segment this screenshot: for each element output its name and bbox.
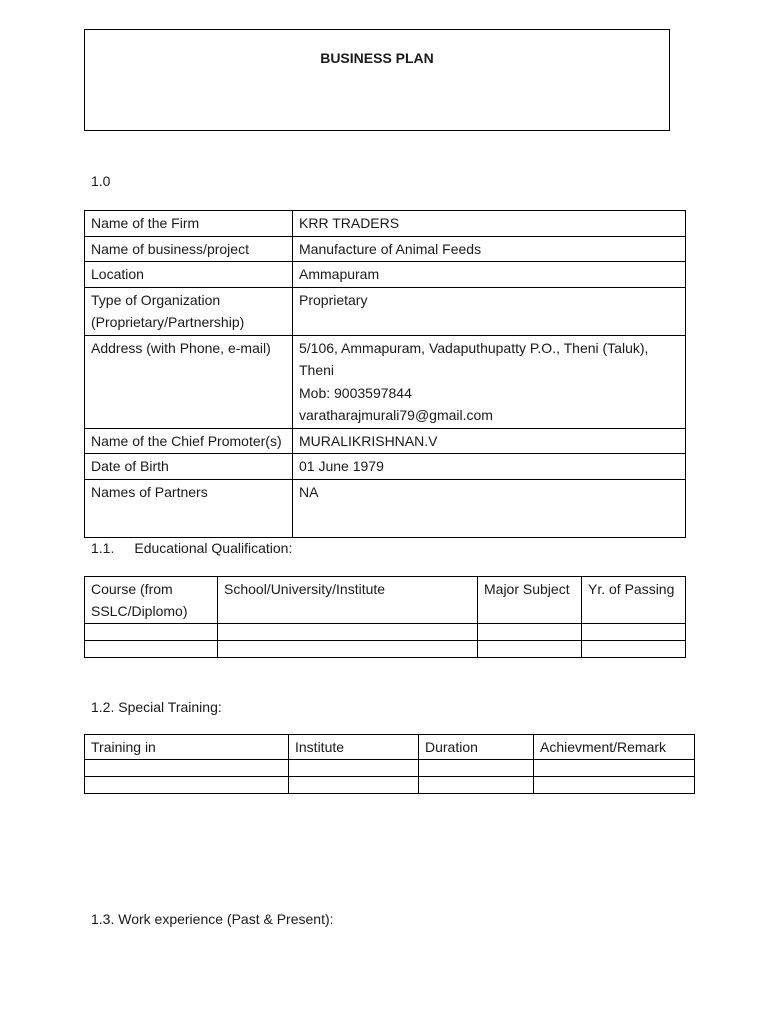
table-cell [419, 760, 534, 777]
table-cell [289, 760, 419, 777]
table-cell [478, 641, 582, 658]
table-row [85, 624, 686, 641]
column-header: Achievment/Remark [534, 735, 695, 760]
row-label: Name of the Firm [85, 211, 293, 237]
table-cell [85, 760, 289, 777]
table-cell [582, 641, 686, 658]
column-header: Institute [289, 735, 419, 760]
table-cell [419, 777, 534, 794]
row-label: Location [85, 262, 293, 288]
row-value: 01 June 1979 [293, 454, 686, 480]
table-cell [218, 624, 478, 641]
table-row [85, 211, 686, 237]
column-header: School/University/Institute [218, 577, 478, 624]
page-title: BUSINESS PLAN [320, 50, 434, 66]
table-row [85, 262, 686, 288]
row-label: Name of the Chief Promoter(s) [85, 428, 293, 454]
training-heading: 1.2. Special Training: [91, 699, 222, 715]
training-table [84, 734, 695, 794]
row-value: KRR TRADERS [293, 211, 686, 237]
table-cell [85, 624, 218, 641]
row-label: Type of Organization (Proprietary/Partnership) [85, 287, 293, 335]
education-table [84, 576, 686, 658]
education-heading-text: Educational Qualification: [134, 540, 293, 556]
row-label: Address (with Phone, e-mail) [85, 335, 293, 428]
table-row [85, 236, 686, 262]
table-cell [85, 777, 289, 794]
table-row [85, 287, 686, 335]
column-header: Training in [85, 735, 289, 760]
table-cell [582, 624, 686, 641]
education-heading [91, 540, 292, 556]
table-cell [534, 760, 695, 777]
table-cell [289, 777, 419, 794]
row-label: Date of Birth [85, 454, 293, 480]
column-header: Course (from SSLC/Diplomo) [85, 577, 218, 624]
row-value: Proprietary [293, 287, 686, 335]
row-value: NA [293, 479, 686, 537]
education-heading-number: 1.1. [91, 540, 115, 556]
column-header: Major Subject [478, 577, 582, 624]
table-row [85, 760, 695, 777]
table-cell [218, 641, 478, 658]
table-cell [478, 624, 582, 641]
row-label: Names of Partners [85, 479, 293, 537]
table-header-row [85, 735, 695, 760]
row-value: Ammapuram [293, 262, 686, 288]
email-line: varatharajmurali79@gmail.com [299, 407, 493, 423]
table-row [85, 335, 686, 428]
row-value: MURALIKRISHNAN.V [293, 428, 686, 454]
table-row [85, 454, 686, 480]
table-row [85, 428, 686, 454]
row-value [293, 335, 686, 428]
table-row [85, 777, 695, 794]
row-value: Manufacture of Animal Feeds [293, 236, 686, 262]
phone-line: Mob: 9003597844 [299, 384, 412, 401]
title-box [84, 29, 670, 131]
table-header-row [85, 577, 686, 624]
work-experience-heading: 1.3. Work experience (Past & Present): [91, 911, 334, 927]
column-header: Yr. of Passing [582, 577, 686, 624]
table-row [85, 479, 686, 537]
table-cell [534, 777, 695, 794]
section-number: 1.0 [91, 173, 111, 189]
row-label: Name of business/project [85, 236, 293, 262]
address-line: 5/106, Ammapuram, Vadaputhupatty P.O., Theni (Taluk), Theni [299, 339, 649, 378]
column-header: Duration [419, 735, 534, 760]
firm-details-table [84, 210, 686, 538]
table-cell [85, 641, 218, 658]
table-row [85, 641, 686, 658]
